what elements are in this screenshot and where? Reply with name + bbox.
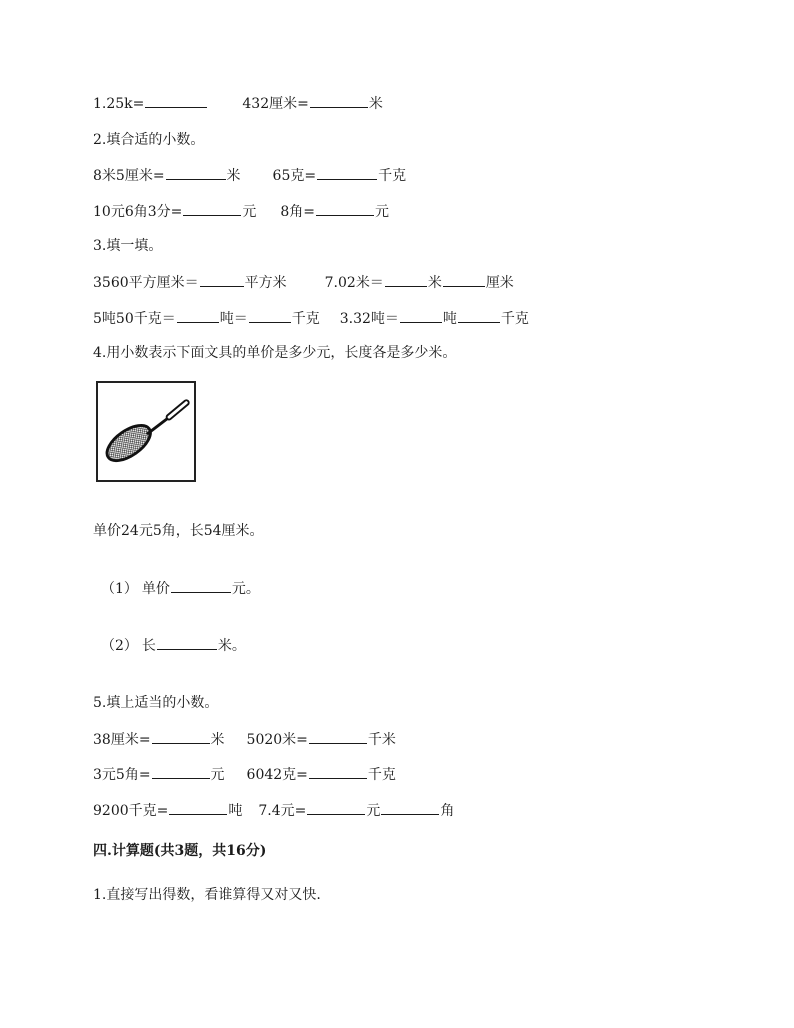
text: 千克 <box>291 311 320 327</box>
text: 元 <box>375 204 389 220</box>
text: 7.02米＝ <box>324 275 384 291</box>
section-5-title <box>93 694 218 712</box>
text: 3.32吨＝ <box>339 311 399 327</box>
q-line-11 <box>101 636 246 655</box>
text: 3元5角= <box>93 767 151 783</box>
q-line-10 <box>101 579 260 598</box>
text: 元 <box>210 767 225 783</box>
text: 10元6角3分= <box>93 204 183 220</box>
text: 米。 <box>217 638 246 654</box>
answer-blank[interactable] <box>317 166 377 180</box>
text: 5吨50千克＝ <box>93 311 176 327</box>
text: 4.用小数表示下面文具的单价是多少元，长度各是多少米。 <box>93 345 457 361</box>
racket-icon <box>98 383 194 480</box>
text: 千克 <box>378 168 407 184</box>
answer-blank[interactable] <box>309 730 367 744</box>
text: 米 <box>427 275 442 291</box>
answer-blank[interactable] <box>443 273 485 287</box>
section-2-title <box>93 131 204 149</box>
text: 四.计算题(共3题，共16分) <box>93 843 267 859</box>
q-line-6 <box>93 273 514 292</box>
text: 3.填一填。 <box>93 238 163 254</box>
text: 千米 <box>367 732 396 748</box>
q-line-1 <box>93 94 383 113</box>
text: 单价 <box>141 581 170 597</box>
answer-blank[interactable] <box>166 166 226 180</box>
answer-blank[interactable] <box>152 765 210 779</box>
text: 6042克= <box>246 767 308 783</box>
section-heading-calculation <box>93 842 266 860</box>
answer-blank[interactable] <box>145 94 207 108</box>
racket-description <box>93 522 264 540</box>
text: 元。 <box>231 581 260 597</box>
section-3-title <box>93 237 162 255</box>
text: 千克 <box>367 767 396 783</box>
answer-blank[interactable] <box>200 273 244 287</box>
text: 9200千克= <box>93 803 169 819</box>
answer-blank[interactable] <box>307 801 365 815</box>
q-line-14 <box>93 765 396 784</box>
answer-blank[interactable] <box>152 730 210 744</box>
answer-blank[interactable] <box>157 636 217 650</box>
answer-blank[interactable] <box>310 94 368 108</box>
answer-blank[interactable] <box>177 309 219 323</box>
answer-blank[interactable] <box>249 309 291 323</box>
text: 米 <box>210 732 225 748</box>
q-line-3 <box>93 166 406 185</box>
text: 吨＝ <box>219 311 248 327</box>
text: 角 <box>440 803 455 819</box>
text: 元 <box>242 204 257 220</box>
text: 平方米 <box>244 275 287 291</box>
answer-blank[interactable] <box>183 202 241 216</box>
answer-blank[interactable] <box>400 309 442 323</box>
text: 65克= <box>272 168 317 184</box>
text: 吨 <box>442 311 457 327</box>
text: 8米5厘米= <box>93 168 165 184</box>
text: 2.填合适的小数。 <box>93 132 205 148</box>
text: 1.直接写出得数，看谁算得又对又快. <box>93 887 321 903</box>
item-number: （1） <box>101 581 138 597</box>
text: 单价24元5角，长54厘米。 <box>93 523 264 539</box>
racket-picture <box>96 381 196 482</box>
answer-blank[interactable] <box>385 273 427 287</box>
text: 7.4元= <box>258 803 307 819</box>
calc-instruction <box>93 886 321 904</box>
text: 长 <box>141 638 156 654</box>
text: 吨 <box>228 803 243 819</box>
item-number: （2） <box>101 638 138 654</box>
answer-blank[interactable] <box>171 579 231 593</box>
text: 3560平方厘米＝ <box>93 275 199 291</box>
q-line-15 <box>93 801 454 820</box>
q-line-7 <box>93 309 529 328</box>
text: 5020米= <box>246 732 308 748</box>
answer-blank[interactable] <box>316 202 374 216</box>
text: 厘米 <box>485 275 514 291</box>
q-line-4 <box>93 202 389 221</box>
q-line-13 <box>93 730 396 749</box>
text: 元 <box>366 803 381 819</box>
text: 米 <box>368 96 383 112</box>
text: 432厘米= <box>242 96 309 112</box>
answer-blank[interactable] <box>458 309 500 323</box>
answer-blank[interactable] <box>309 765 367 779</box>
answer-blank[interactable] <box>381 801 439 815</box>
answer-blank[interactable] <box>169 801 227 815</box>
section-4-title <box>93 344 456 362</box>
text: 1.25k= <box>93 96 145 112</box>
text: 5.填上适当的小数。 <box>93 695 219 711</box>
text: 米 <box>226 168 241 184</box>
text: 38厘米= <box>93 732 151 748</box>
text: 8角= <box>280 204 315 220</box>
text: 千克 <box>500 311 529 327</box>
